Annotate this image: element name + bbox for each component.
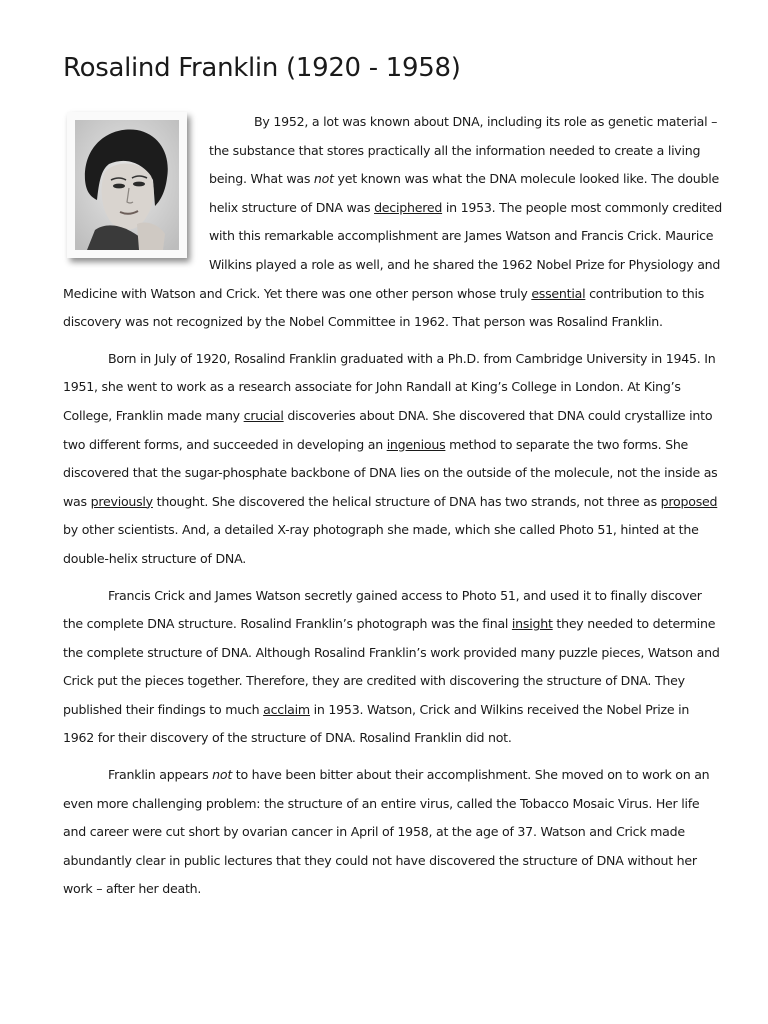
page-title: Rosalind Franklin (1920 - 1958) [63,53,461,83]
paragraph-text: yet known was what the DNA molecule looked like. The double helix structure of DNA was [209,171,719,215]
underlined-term: proposed [660,493,718,509]
paragraph-text: in 1953. Watson, Crick and Wilkins received the Nobel Prize in 1962 for their discovery of the structure of DNA. Rosalind Franklin did not. [63,701,690,746]
underlined-term: deciphered [374,199,443,215]
underlined-term: insight [511,616,553,632]
underlined-term: ingenious [386,436,446,452]
paragraph-text: to have been bitter about their accomplishment. She moved on to work on an even more challenging problem: the structure of an entire virus, called the Tobacco Mosaic Virus. Her life and career were cut short by ovarian cancer in April of 1958, at the age of 37. Watson and Crick made abundantly clear in public lectures that they could not have discovered the structure of DNA without her work – after her death. [63,767,710,897]
document-page [63,48,723,912]
paragraph-text: By 1952, a lot was known about DNA, including its role as genetic material – the substance that stores practically all the information needed to create a living being. What was [209,114,718,187]
paragraph-text: Born in July of 1920, Rosalind Franklin graduated with a Ph.D. from Cambridge University in 1945. In 1951, she went to work as a research associate for John Randall at King’s College in London. At King’s College, Franklin made many [63,350,716,423]
paragraph-3 [63,582,723,754]
underlined-term: previously [90,493,153,509]
portrait-image [75,120,179,250]
emphasized-text: not [313,171,334,187]
underlined-term: essential [531,285,586,301]
paragraph-4 [63,761,723,904]
paragraph-text: discoveries about DNA. She discovered that DNA could crystallize into two different forms, and succeeded in developing an [63,407,713,452]
paragraph-text: thought. She discovered the helical structure of DNA has two strands, not three as [152,493,661,509]
paragraph-1 [63,108,723,337]
portrait-photo [67,112,187,258]
underlined-term: crucial [243,407,284,423]
article-body [63,108,723,904]
paragraph-text: contribution to this discovery was not recognized by the Nobel Committee in 1962. That person was Rosalind Franklin. [63,285,705,330]
paragraph-2 [63,345,723,574]
paragraph-text: Franklin appears [108,767,213,783]
paragraph-text: Francis Crick and James Watson secretly gained access to Photo 51, and used it to finally discover the complete DNA structure. Rosalind Franklin’s photograph was the final [63,587,702,632]
emphasized-text: not [212,767,233,783]
paragraph-text: by other scientists. And, a detailed X-ray photograph she made, which she called Photo 51, hinted at the double-helix structure of DNA. [63,522,699,566]
paragraph-text: method to separate the two forms. She discovered that the sugar-phosphate backbone of DNA lies on the outside of the molecule, not the inside as was [63,436,718,509]
paragraph-text: in 1953. The people most commonly credited with this remarkable accomplishment are James Watson and Francis Crick. Maurice Wilkins played a role as well, and he shared the 1962 Nobel Prize for Physiology and Medicine with Watson and Crick. Yet there was one other person whose truly [63,199,723,301]
paragraph-text: they needed to determine the complete structure of DNA. Although Rosalind Franklin’s work provided many puzzle pieces, Watson and Crick put the pieces together. Therefore, they are credited with discovering the structure of DNA. They published their findings to much [63,616,720,717]
underlined-term: acclaim [263,701,310,717]
